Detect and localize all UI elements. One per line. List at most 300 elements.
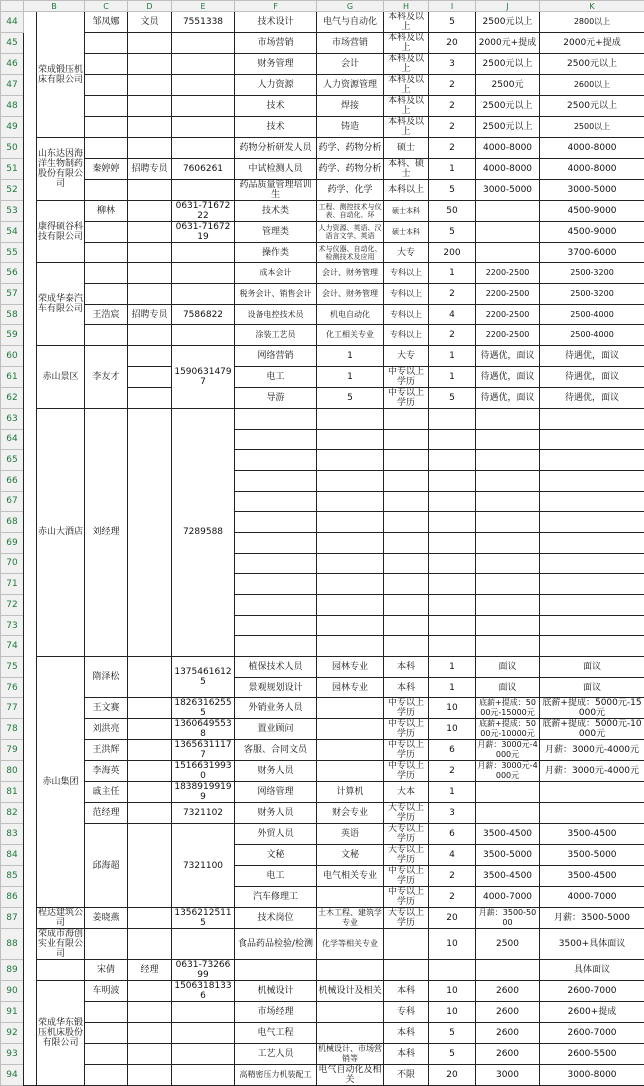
table-cell[interactable]: 机电自动化 — [317, 304, 384, 325]
table-cell[interactable] — [37, 960, 85, 981]
table-cell[interactable] — [85, 96, 128, 117]
table-cell[interactable] — [235, 470, 317, 491]
table-cell[interactable]: 4000-7000 — [540, 887, 644, 908]
table-cell[interactable]: 电气相关专业 — [317, 866, 384, 887]
table-cell[interactable] — [85, 242, 128, 263]
row-number[interactable]: 53 — [1, 200, 24, 221]
table-cell[interactable]: 刘洪亮 — [85, 719, 128, 740]
row-number[interactable]: 70 — [1, 553, 24, 574]
table-cell[interactable]: 10 — [429, 1002, 476, 1023]
table-cell[interactable]: 15906314797 — [172, 346, 235, 409]
table-cell[interactable]: 管理类 — [235, 221, 317, 242]
table-cell[interactable]: 专科以上 — [384, 284, 429, 305]
table-cell[interactable]: 硕士本科 — [384, 200, 429, 221]
table-cell[interactable]: 药学、药物分析 — [317, 138, 384, 159]
table-cell[interactable] — [85, 1043, 128, 1064]
table-cell[interactable]: 2600+提成 — [540, 1002, 644, 1023]
table-cell[interactable] — [384, 408, 429, 429]
row-number[interactable]: 49 — [1, 117, 24, 138]
table-cell[interactable] — [235, 595, 317, 616]
table-cell[interactable] — [128, 179, 172, 200]
table-cell[interactable]: 设备电控技术员 — [235, 304, 317, 325]
table-cell[interactable]: 1 — [429, 263, 476, 284]
table-cell[interactable] — [476, 532, 540, 553]
table-cell[interactable]: 招聘专员 — [128, 158, 172, 179]
table-cell[interactable] — [172, 179, 235, 200]
table-cell[interactable]: 2600以上 — [540, 75, 644, 96]
table-cell[interactable]: 0631-7167222 — [172, 200, 235, 221]
table-cell[interactable]: 2500以上 — [540, 117, 644, 138]
table-cell[interactable] — [429, 636, 476, 657]
row-number[interactable]: 67 — [1, 491, 24, 512]
table-cell[interactable]: 技术类 — [235, 200, 317, 221]
table-cell[interactable]: 工艺人员 — [235, 1043, 317, 1064]
row-number[interactable]: 44 — [1, 12, 24, 33]
table-cell[interactable]: 药物分析研发人员 — [235, 138, 317, 159]
table-cell[interactable] — [128, 908, 172, 929]
table-cell[interactable]: 2800以上 — [540, 12, 644, 33]
table-cell[interactable]: 2 — [429, 284, 476, 305]
table-cell[interactable]: 涂装工艺员 — [235, 325, 317, 346]
table-cell[interactable]: 待遇优，面议 — [540, 366, 644, 387]
table-cell[interactable]: 人力资源 — [235, 75, 317, 96]
table-cell[interactable]: 程达建筑公司 — [37, 908, 85, 929]
table-cell[interactable]: 税务会计、销售会计 — [235, 284, 317, 305]
table-cell[interactable] — [540, 553, 644, 574]
table-cell[interactable]: 4000-8000 — [540, 138, 644, 159]
table-cell[interactable] — [128, 75, 172, 96]
table-cell[interactable]: 网络管理 — [235, 782, 317, 803]
table-cell[interactable] — [317, 574, 384, 595]
table-cell[interactable]: 技术岗位 — [235, 908, 317, 929]
table-cell[interactable]: 本科、硕士 — [384, 158, 429, 179]
table-cell[interactable] — [429, 574, 476, 595]
table-cell[interactable] — [429, 615, 476, 636]
table-cell[interactable] — [476, 242, 540, 263]
table-cell[interactable]: 3500-4500 — [476, 824, 540, 845]
table-cell[interactable] — [85, 1064, 128, 1085]
table-cell[interactable]: 本科 — [384, 1023, 429, 1044]
table-cell[interactable]: 底薪+提成：5000元-10000元 — [540, 719, 644, 740]
table-cell[interactable]: 技术 — [235, 117, 317, 138]
row-number[interactable]: 93 — [1, 1043, 24, 1064]
table-cell[interactable]: 2600 — [476, 1043, 540, 1064]
table-cell[interactable]: 本科及以上 — [384, 75, 429, 96]
row-number[interactable]: 50 — [1, 138, 24, 159]
table-cell[interactable]: 20 — [429, 33, 476, 54]
table-cell[interactable] — [128, 117, 172, 138]
row-number[interactable]: 90 — [1, 981, 24, 1002]
table-cell[interactable]: 植保技术人员 — [235, 657, 317, 678]
table-cell[interactable] — [172, 325, 235, 346]
table-cell[interactable] — [128, 1064, 172, 1085]
table-cell[interactable]: 7289588 — [172, 408, 235, 656]
table-cell[interactable]: 2500-4000 — [540, 304, 644, 325]
table-cell[interactable]: 7551338 — [172, 12, 235, 33]
table-cell[interactable]: 2500元以上 — [540, 54, 644, 75]
table-cell[interactable]: 网络营销 — [235, 346, 317, 367]
table-cell[interactable] — [429, 470, 476, 491]
table-cell[interactable]: 财会专业 — [317, 803, 384, 824]
table-cell[interactable]: 1 — [429, 657, 476, 678]
table-cell[interactable] — [317, 532, 384, 553]
table-cell[interactable] — [235, 615, 317, 636]
table-cell[interactable]: 2200-2500 — [476, 284, 540, 305]
table-cell[interactable]: 中专以上学历 — [384, 719, 429, 740]
table-cell[interactable] — [540, 450, 644, 471]
table-cell[interactable]: 18389199199 — [172, 782, 235, 803]
table-cell[interactable] — [317, 761, 384, 782]
table-cell[interactable] — [85, 179, 128, 200]
table-cell[interactable]: 20 — [429, 908, 476, 929]
table-cell[interactable]: 3500-4500 — [540, 824, 644, 845]
table-cell[interactable]: 3500-5000 — [540, 845, 644, 866]
table-cell[interactable]: 赤山大酒店 — [37, 408, 85, 656]
row-number[interactable]: 69 — [1, 532, 24, 553]
table-cell[interactable] — [384, 960, 429, 981]
table-cell[interactable]: 范经理 — [85, 803, 128, 824]
table-cell[interactable] — [128, 325, 172, 346]
table-cell[interactable]: 文员 — [128, 12, 172, 33]
table-cell[interactable]: 1 — [317, 346, 384, 367]
table-cell[interactable]: 3500-5000 — [476, 845, 540, 866]
row-number[interactable]: 51 — [1, 158, 24, 179]
table-cell[interactable]: 专科以上 — [384, 263, 429, 284]
table-cell[interactable]: 外销业务人员 — [235, 698, 317, 719]
table-cell[interactable]: 赤山景区 — [37, 346, 85, 409]
table-cell[interactable]: 1 — [429, 366, 476, 387]
table-cell[interactable] — [540, 782, 644, 803]
column-header[interactable]: E — [172, 1, 235, 12]
table-cell[interactable] — [128, 346, 172, 367]
table-cell[interactable] — [172, 284, 235, 305]
table-cell[interactable] — [85, 1002, 128, 1023]
table-cell[interactable] — [540, 574, 644, 595]
table-cell[interactable]: 3000-5000 — [540, 179, 644, 200]
table-cell[interactable]: 财务人员 — [235, 761, 317, 782]
table-cell[interactable]: 铸造 — [317, 117, 384, 138]
table-cell[interactable] — [476, 221, 540, 242]
table-cell[interactable]: 硕士本科 — [384, 221, 429, 242]
table-cell[interactable] — [429, 553, 476, 574]
table-cell[interactable]: 2500元以上 — [476, 12, 540, 33]
table-cell[interactable]: 人力资源、英语、汉语言文学、英语 — [317, 221, 384, 242]
table-cell[interactable]: 导游 — [235, 387, 317, 408]
row-number[interactable]: 63 — [1, 408, 24, 429]
table-cell[interactable]: 4 — [429, 304, 476, 325]
table-cell[interactable]: 2 — [429, 887, 476, 908]
table-cell[interactable]: 底薪+提成：5000元-15000元 — [476, 698, 540, 719]
table-cell[interactable]: 13754616125 — [172, 657, 235, 698]
table-cell[interactable]: 中专以上学历 — [384, 740, 429, 761]
table-cell[interactable]: 电气工程 — [235, 1023, 317, 1044]
table-cell[interactable]: 2600-7000 — [540, 1023, 644, 1044]
table-cell[interactable] — [128, 740, 172, 761]
table-cell[interactable]: 10 — [429, 698, 476, 719]
table-cell[interactable] — [128, 242, 172, 263]
table-cell[interactable] — [317, 491, 384, 512]
table-cell[interactable]: 中专以上学历 — [384, 366, 429, 387]
table-cell[interactable]: 待遇优，面议 — [476, 366, 540, 387]
table-cell[interactable] — [429, 960, 476, 981]
table-cell[interactable]: 本科 — [384, 981, 429, 1002]
table-cell[interactable]: 3500+具体面议 — [540, 929, 644, 960]
table-cell[interactable] — [85, 1023, 128, 1044]
row-number[interactable]: 83 — [1, 824, 24, 845]
table-cell[interactable]: 4000-8000 — [476, 138, 540, 159]
table-cell[interactable]: 化工相关专业 — [317, 325, 384, 346]
table-cell[interactable]: 7606261 — [172, 158, 235, 179]
table-cell[interactable]: 7586822 — [172, 304, 235, 325]
row-number[interactable]: 59 — [1, 325, 24, 346]
table-cell[interactable]: 大专以上学历 — [384, 845, 429, 866]
table-cell[interactable]: 月薪：3000元-4000元 — [540, 761, 644, 782]
table-cell[interactable] — [476, 200, 540, 221]
row-number[interactable]: 85 — [1, 866, 24, 887]
table-cell[interactable] — [540, 512, 644, 533]
table-cell[interactable]: 2 — [429, 117, 476, 138]
table-cell[interactable]: 会计 — [317, 54, 384, 75]
table-cell[interactable] — [172, 96, 235, 117]
table-cell[interactable] — [172, 117, 235, 138]
table-cell[interactable]: 电工 — [235, 366, 317, 387]
column-header[interactable]: D — [128, 1, 172, 12]
table-cell[interactable]: 2500-4000 — [540, 325, 644, 346]
table-cell[interactable]: 4000-7000 — [476, 887, 540, 908]
table-cell[interactable]: 园林专业 — [317, 677, 384, 698]
table-cell[interactable]: 食品药品检验/检测 — [235, 929, 317, 960]
row-number[interactable]: 75 — [1, 657, 24, 678]
column-header[interactable]: G — [317, 1, 384, 12]
table-cell[interactable]: 面议 — [476, 657, 540, 678]
table-cell[interactable]: 经理 — [128, 960, 172, 981]
table-cell[interactable]: 3000 — [476, 1064, 540, 1085]
table-cell[interactable]: 药学、药物分析 — [317, 158, 384, 179]
table-cell[interactable]: 2500元以上 — [476, 54, 540, 75]
table-cell[interactable]: 本科以上 — [384, 179, 429, 200]
table-cell[interactable] — [172, 929, 235, 960]
row-number[interactable]: 84 — [1, 845, 24, 866]
table-cell[interactable]: 18263162555 — [172, 698, 235, 719]
table-cell[interactable]: 荣成华东锻压机床股份有限公司 — [37, 981, 85, 1085]
row-number[interactable]: 57 — [1, 284, 24, 305]
table-cell[interactable]: 中试检测人员 — [235, 158, 317, 179]
table-cell[interactable]: 文秘 — [235, 845, 317, 866]
table-cell[interactable]: 市场营销 — [235, 33, 317, 54]
table-cell[interactable]: 园林专业 — [317, 657, 384, 678]
table-cell[interactable]: 中专以上学历 — [384, 866, 429, 887]
table-cell[interactable]: 药品质量管理培训生 — [235, 179, 317, 200]
table-cell[interactable] — [128, 698, 172, 719]
table-cell[interactable] — [85, 138, 128, 159]
table-cell[interactable]: 赤山集团 — [37, 657, 85, 908]
table-cell[interactable] — [128, 929, 172, 960]
table-cell[interactable]: 本科 — [384, 677, 429, 698]
table-cell[interactable] — [317, 636, 384, 657]
table-cell[interactable] — [85, 325, 128, 346]
table-cell[interactable] — [235, 450, 317, 471]
table-cell[interactable] — [317, 719, 384, 740]
table-cell[interactable] — [317, 429, 384, 450]
table-cell[interactable] — [85, 117, 128, 138]
table-cell[interactable] — [540, 470, 644, 491]
table-cell[interactable]: 专科以上 — [384, 304, 429, 325]
table-cell[interactable]: 本科及以上 — [384, 12, 429, 33]
table-cell[interactable]: 2500元以上 — [476, 96, 540, 117]
table-cell[interactable] — [317, 450, 384, 471]
table-cell[interactable] — [235, 408, 317, 429]
table-cell[interactable]: 7321100 — [172, 824, 235, 908]
table-cell[interactable]: 2600 — [476, 1002, 540, 1023]
table-cell[interactable] — [235, 960, 317, 981]
table-cell[interactable]: 刘经理 — [85, 408, 128, 656]
row-number[interactable]: 79 — [1, 740, 24, 761]
table-cell[interactable]: 2200-2500 — [476, 304, 540, 325]
table-cell[interactable] — [384, 553, 429, 574]
table-cell[interactable]: 2000元+提成 — [540, 33, 644, 54]
table-cell[interactable] — [476, 595, 540, 616]
table-cell[interactable] — [429, 595, 476, 616]
table-cell[interactable]: 荣成华泰汽车有限公司 — [37, 263, 85, 346]
table-cell[interactable] — [317, 960, 384, 981]
table-cell[interactable]: 10 — [429, 981, 476, 1002]
table-cell[interactable] — [128, 366, 172, 387]
table-cell[interactable]: 土木工程、建筑学专业 — [317, 908, 384, 929]
table-cell[interactable]: 本科 — [384, 657, 429, 678]
table-cell[interactable]: 市场营销 — [317, 33, 384, 54]
row-number[interactable]: 73 — [1, 615, 24, 636]
row-number[interactable]: 46 — [1, 54, 24, 75]
table-cell[interactable] — [476, 429, 540, 450]
table-cell[interactable] — [429, 408, 476, 429]
table-cell[interactable] — [172, 54, 235, 75]
table-cell[interactable] — [317, 470, 384, 491]
row-number[interactable]: 66 — [1, 470, 24, 491]
table-cell[interactable]: 财务管理 — [235, 54, 317, 75]
table-cell[interactable]: 荣成锻压机床有限公司 — [37, 12, 85, 138]
table-cell[interactable] — [317, 1002, 384, 1023]
table-cell[interactable]: 月薪：3000元-4000元 — [476, 740, 540, 761]
row-number[interactable]: 91 — [1, 1002, 24, 1023]
table-cell[interactable] — [172, 263, 235, 284]
table-cell[interactable]: 姜晓燕 — [85, 908, 128, 929]
table-cell[interactable] — [128, 200, 172, 221]
table-cell[interactable]: 山东达因海洋生物制药股份有限公司 — [37, 138, 85, 201]
table-cell[interactable]: 邹凤娜 — [85, 12, 128, 33]
table-cell[interactable]: 李海英 — [85, 761, 128, 782]
table-cell[interactable]: 1 — [429, 782, 476, 803]
row-number[interactable]: 77 — [1, 698, 24, 719]
table-cell[interactable] — [235, 491, 317, 512]
row-number[interactable]: 58 — [1, 304, 24, 325]
row-number[interactable]: 80 — [1, 761, 24, 782]
table-cell[interactable]: 机械设计、市场营销等 — [317, 1043, 384, 1064]
table-cell[interactable] — [128, 719, 172, 740]
table-cell[interactable] — [85, 221, 128, 242]
table-cell[interactable]: 10 — [429, 929, 476, 960]
table-cell[interactable]: 月薪：3000元-4000元 — [476, 761, 540, 782]
table-cell[interactable] — [128, 1043, 172, 1064]
table-cell[interactable]: 3000-8000 — [540, 1064, 644, 1085]
table-cell[interactable] — [476, 512, 540, 533]
table-cell[interactable]: 外贸人员 — [235, 824, 317, 845]
table-cell[interactable]: 底薪+提成：5000元-10000元 — [476, 719, 540, 740]
table-cell[interactable] — [317, 887, 384, 908]
row-number[interactable]: 56 — [1, 263, 24, 284]
table-cell[interactable]: 汽车修理工 — [235, 887, 317, 908]
table-cell[interactable] — [429, 512, 476, 533]
table-cell[interactable]: 15166319930 — [172, 761, 235, 782]
table-cell[interactable]: 2600 — [476, 981, 540, 1002]
table-cell[interactable]: 2500元 — [476, 75, 540, 96]
table-cell[interactable] — [235, 532, 317, 553]
table-cell[interactable]: 术与仪器、自动化、检测技术及应用 — [317, 242, 384, 263]
table-cell[interactable]: 王洪辉 — [85, 740, 128, 761]
row-number[interactable]: 89 — [1, 960, 24, 981]
row-number[interactable]: 54 — [1, 221, 24, 242]
column-header[interactable]: C — [85, 1, 128, 12]
table-cell[interactable]: 5 — [429, 1043, 476, 1064]
table-cell[interactable]: 荣成市海创实业有限公司 — [37, 929, 85, 960]
row-number[interactable]: 64 — [1, 429, 24, 450]
table-cell[interactable]: 13606495538 — [172, 719, 235, 740]
row-number[interactable]: 74 — [1, 636, 24, 657]
table-cell[interactable]: 大专以上学历 — [384, 824, 429, 845]
table-cell[interactable] — [85, 284, 128, 305]
table-cell[interactable] — [476, 782, 540, 803]
table-cell[interactable] — [384, 636, 429, 657]
table-cell[interactable]: 2 — [429, 866, 476, 887]
row-number[interactable]: 78 — [1, 719, 24, 740]
table-cell[interactable] — [384, 491, 429, 512]
table-cell[interactable]: 5 — [429, 221, 476, 242]
table-cell[interactable]: 2500-3200 — [540, 284, 644, 305]
table-cell[interactable] — [429, 491, 476, 512]
table-cell[interactable] — [540, 408, 644, 429]
table-cell[interactable] — [476, 615, 540, 636]
table-cell[interactable]: 待遇优，面议 — [476, 387, 540, 408]
table-cell[interactable]: 电气与自动化 — [317, 12, 384, 33]
table-cell[interactable]: 中专以上学历 — [384, 387, 429, 408]
table-cell[interactable] — [128, 761, 172, 782]
table-cell[interactable] — [85, 929, 128, 960]
table-cell[interactable]: 技术 — [235, 96, 317, 117]
table-cell[interactable] — [172, 1043, 235, 1064]
table-cell[interactable]: 大专以上学历 — [384, 803, 429, 824]
table-cell[interactable] — [476, 960, 540, 981]
table-cell[interactable] — [172, 75, 235, 96]
table-cell[interactable]: 大专 — [384, 242, 429, 263]
table-cell[interactable]: 3500-4500 — [476, 866, 540, 887]
table-cell[interactable]: 2500元以上 — [540, 96, 644, 117]
column-header[interactable]: K — [540, 1, 644, 12]
table-cell[interactable]: 3 — [429, 803, 476, 824]
table-cell[interactable]: 2200-2500 — [476, 263, 540, 284]
table-cell[interactable] — [540, 532, 644, 553]
table-cell[interactable]: 具体面议 — [540, 960, 644, 981]
table-cell[interactable]: 本科及以上 — [384, 96, 429, 117]
table-cell[interactable] — [128, 782, 172, 803]
table-cell[interactable] — [317, 615, 384, 636]
table-cell[interactable] — [429, 429, 476, 450]
row-number[interactable]: 92 — [1, 1023, 24, 1044]
table-cell[interactable] — [235, 553, 317, 574]
table-cell[interactable] — [384, 595, 429, 616]
table-cell[interactable]: 电工 — [235, 866, 317, 887]
table-cell[interactable] — [172, 33, 235, 54]
table-cell[interactable]: 50 — [429, 200, 476, 221]
table-cell[interactable]: 2500-3200 — [540, 263, 644, 284]
